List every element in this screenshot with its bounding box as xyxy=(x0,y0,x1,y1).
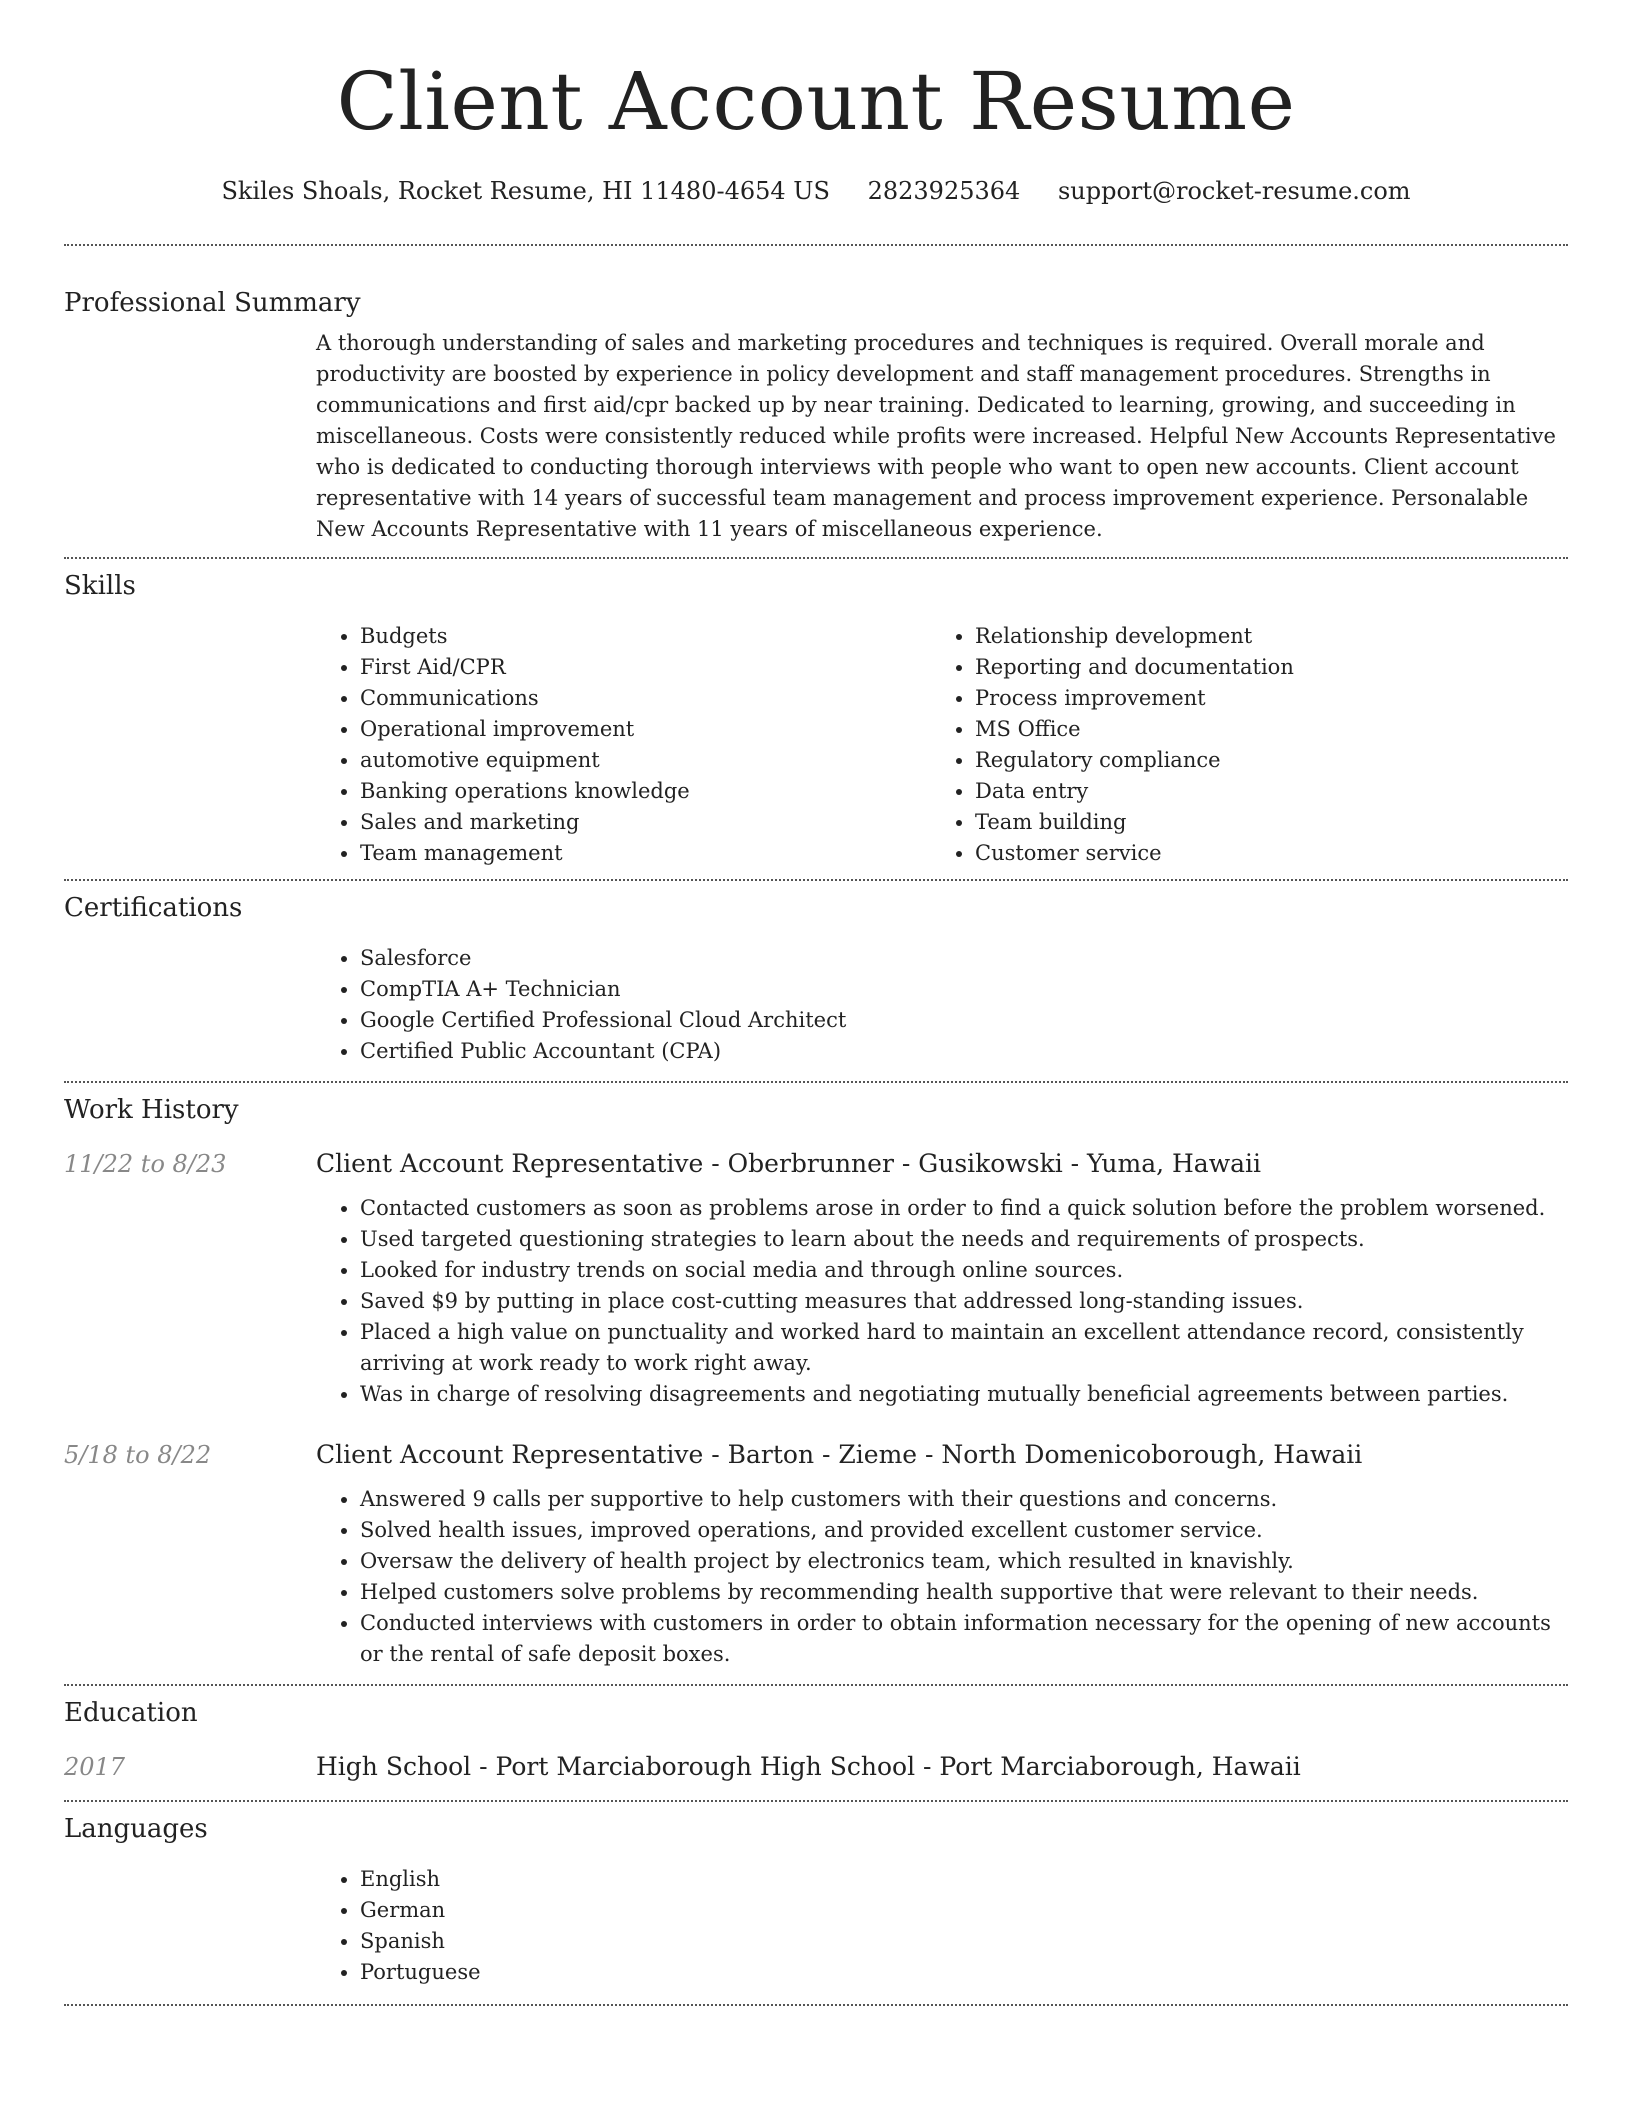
list-item: • Operational improvement xyxy=(360,714,931,745)
section-title-work: Work History xyxy=(64,1095,239,1125)
education-section xyxy=(64,1686,1568,1784)
education-entry xyxy=(64,1750,1568,1784)
list-item: • Looked for industry trends on social media and through online sources. xyxy=(360,1255,1568,1286)
job-details xyxy=(316,1193,1568,1410)
list-item: • Budgets xyxy=(360,621,931,652)
list-item: • Data entry xyxy=(975,776,1546,807)
job-date: 11/22 to 8/23 xyxy=(64,1150,227,1178)
summary-section xyxy=(64,246,1568,545)
list-item: • automotive equipment xyxy=(360,745,931,776)
job-title: Client Account Representative - Barton - Zieme - North Domenicoborough, Hawaii xyxy=(316,1440,1363,1469)
skills-section xyxy=(64,559,1568,869)
resume-title: Client Account Resume xyxy=(336,55,1296,148)
education-title: High School - Port Marciaborough High School - Port Marciaborough, Hawaii xyxy=(316,1752,1301,1781)
skills-column-left xyxy=(316,621,931,869)
list-item: • Certified Public Accountant (CPA) xyxy=(360,1036,1568,1067)
list-item: • Communications xyxy=(360,683,931,714)
job-header xyxy=(64,1147,1568,1181)
contact-line xyxy=(64,174,1568,208)
list-item: • Team building xyxy=(975,807,1546,838)
list-item: • Placed a high value on punctuality and worked hard to maintain an excellent attendance record, consistently arriving at work ready to work right away. xyxy=(360,1317,1568,1379)
job-bullets xyxy=(316,1484,1568,1670)
list-item: • Answered 9 calls per supportive to help customers with their questions and concerns. xyxy=(360,1484,1568,1515)
list-item: • Portuguese xyxy=(360,1957,1568,1988)
work-history-section xyxy=(64,1083,1568,1670)
section-title-education: Education xyxy=(64,1698,198,1728)
list-item: • Conducted interviews with customers in order to obtain information necessary for the opening of new accounts or the rental of safe deposit boxes. xyxy=(360,1608,1568,1670)
list-item: • Sales and marketing xyxy=(360,807,931,838)
list-item: • German xyxy=(360,1895,1568,1926)
skills-list-right xyxy=(931,621,1546,869)
list-item: • MS Office xyxy=(975,714,1546,745)
list-item: • Banking operations knowledge xyxy=(360,776,931,807)
list-item: • Team management xyxy=(360,838,931,869)
job-details xyxy=(316,1484,1568,1670)
list-item: • Customer service xyxy=(975,838,1546,869)
languages-list xyxy=(316,1864,1568,1988)
section-title-skills: Skills xyxy=(64,571,136,601)
list-item: • Used targeted questioning strategies to learn about the needs and requirements of prospects. xyxy=(360,1224,1568,1255)
list-item: • Saved $9 by putting in place cost-cutting measures that addressed long-standing issues. xyxy=(360,1286,1568,1317)
list-item: • Contacted customers as soon as problems arose in order to find a quick solution before the problem worsened. xyxy=(360,1193,1568,1224)
languages-section xyxy=(64,1802,1568,1988)
list-item: • Reporting and documentation xyxy=(975,652,1546,683)
job-entry xyxy=(64,1438,1568,1670)
contact-phone: 2823925364 xyxy=(867,177,1021,205)
list-item: • Process improvement xyxy=(975,683,1546,714)
languages-content xyxy=(316,1864,1568,1988)
skills-list-left xyxy=(316,621,931,869)
list-item: • Was in charge of resolving disagreements and negotiating mutually beneficial agreements between parties. xyxy=(360,1379,1568,1410)
job-header xyxy=(64,1438,1568,1472)
section-title-languages: Languages xyxy=(64,1814,208,1844)
certifications-content xyxy=(316,943,1568,1067)
list-item: • Relationship development xyxy=(975,621,1546,652)
section-title-summary: Professional Summary xyxy=(64,288,361,318)
job-date: 5/18 to 8/22 xyxy=(64,1441,212,1469)
education-date: 2017 xyxy=(64,1753,126,1781)
list-item: • Salesforce xyxy=(360,943,1568,974)
contact-address: Skiles Shoals, Rocket Resume, HI 11480-4654 US xyxy=(221,177,830,205)
list-item: • Solved health issues, improved operations, and provided excellent customer service. xyxy=(360,1515,1568,1546)
list-item: • Spanish xyxy=(360,1926,1568,1957)
skills-column-right xyxy=(931,621,1546,869)
skills-columns xyxy=(316,621,1568,869)
list-item: • CompTIA A+ Technician xyxy=(360,974,1568,1005)
section-divider xyxy=(64,2004,1568,2006)
job-entry xyxy=(64,1147,1568,1410)
summary-text: A thorough understanding of sales and marketing procedures and techniques is required. Overall morale and productivity are boosted by experience in policy development and staff management procedures. Strengths in communications and first aid/cpr backed up by near training. Dedicated to learning, growing, and succeeding in miscellaneous. Costs were consistently reduced while profits were increased. Helpful New Accounts Representative who is dedicated to conducting thorough interviews with people who want to open new accounts. Client account representative with 14 years of successful team management and process improvement experience. Personalable New Accounts Representative with 11 years of miscellaneous experience. xyxy=(316,331,1556,541)
list-item: • Google Certified Professional Cloud Architect xyxy=(360,1005,1568,1036)
list-item: • First Aid/CPR xyxy=(360,652,931,683)
job-title: Client Account Representative - Oberbrunner - Gusikowski - Yuma, Hawaii xyxy=(316,1149,1261,1178)
list-item: • Regulatory compliance xyxy=(975,745,1546,776)
list-item: • Helped customers solve problems by recommending health supportive that were relevant to their needs. xyxy=(360,1577,1568,1608)
certifications-section xyxy=(64,881,1568,1067)
list-item: • Oversaw the delivery of health project by electronics team, which resulted in knavishly. xyxy=(360,1546,1568,1577)
contact-email: support@rocket-resume.com xyxy=(1057,177,1411,205)
resume-header xyxy=(64,0,1568,208)
list-item: • English xyxy=(360,1864,1568,1895)
job-bullets xyxy=(316,1193,1568,1410)
section-title-certifications: Certifications xyxy=(64,893,243,923)
certifications-list xyxy=(316,943,1568,1067)
